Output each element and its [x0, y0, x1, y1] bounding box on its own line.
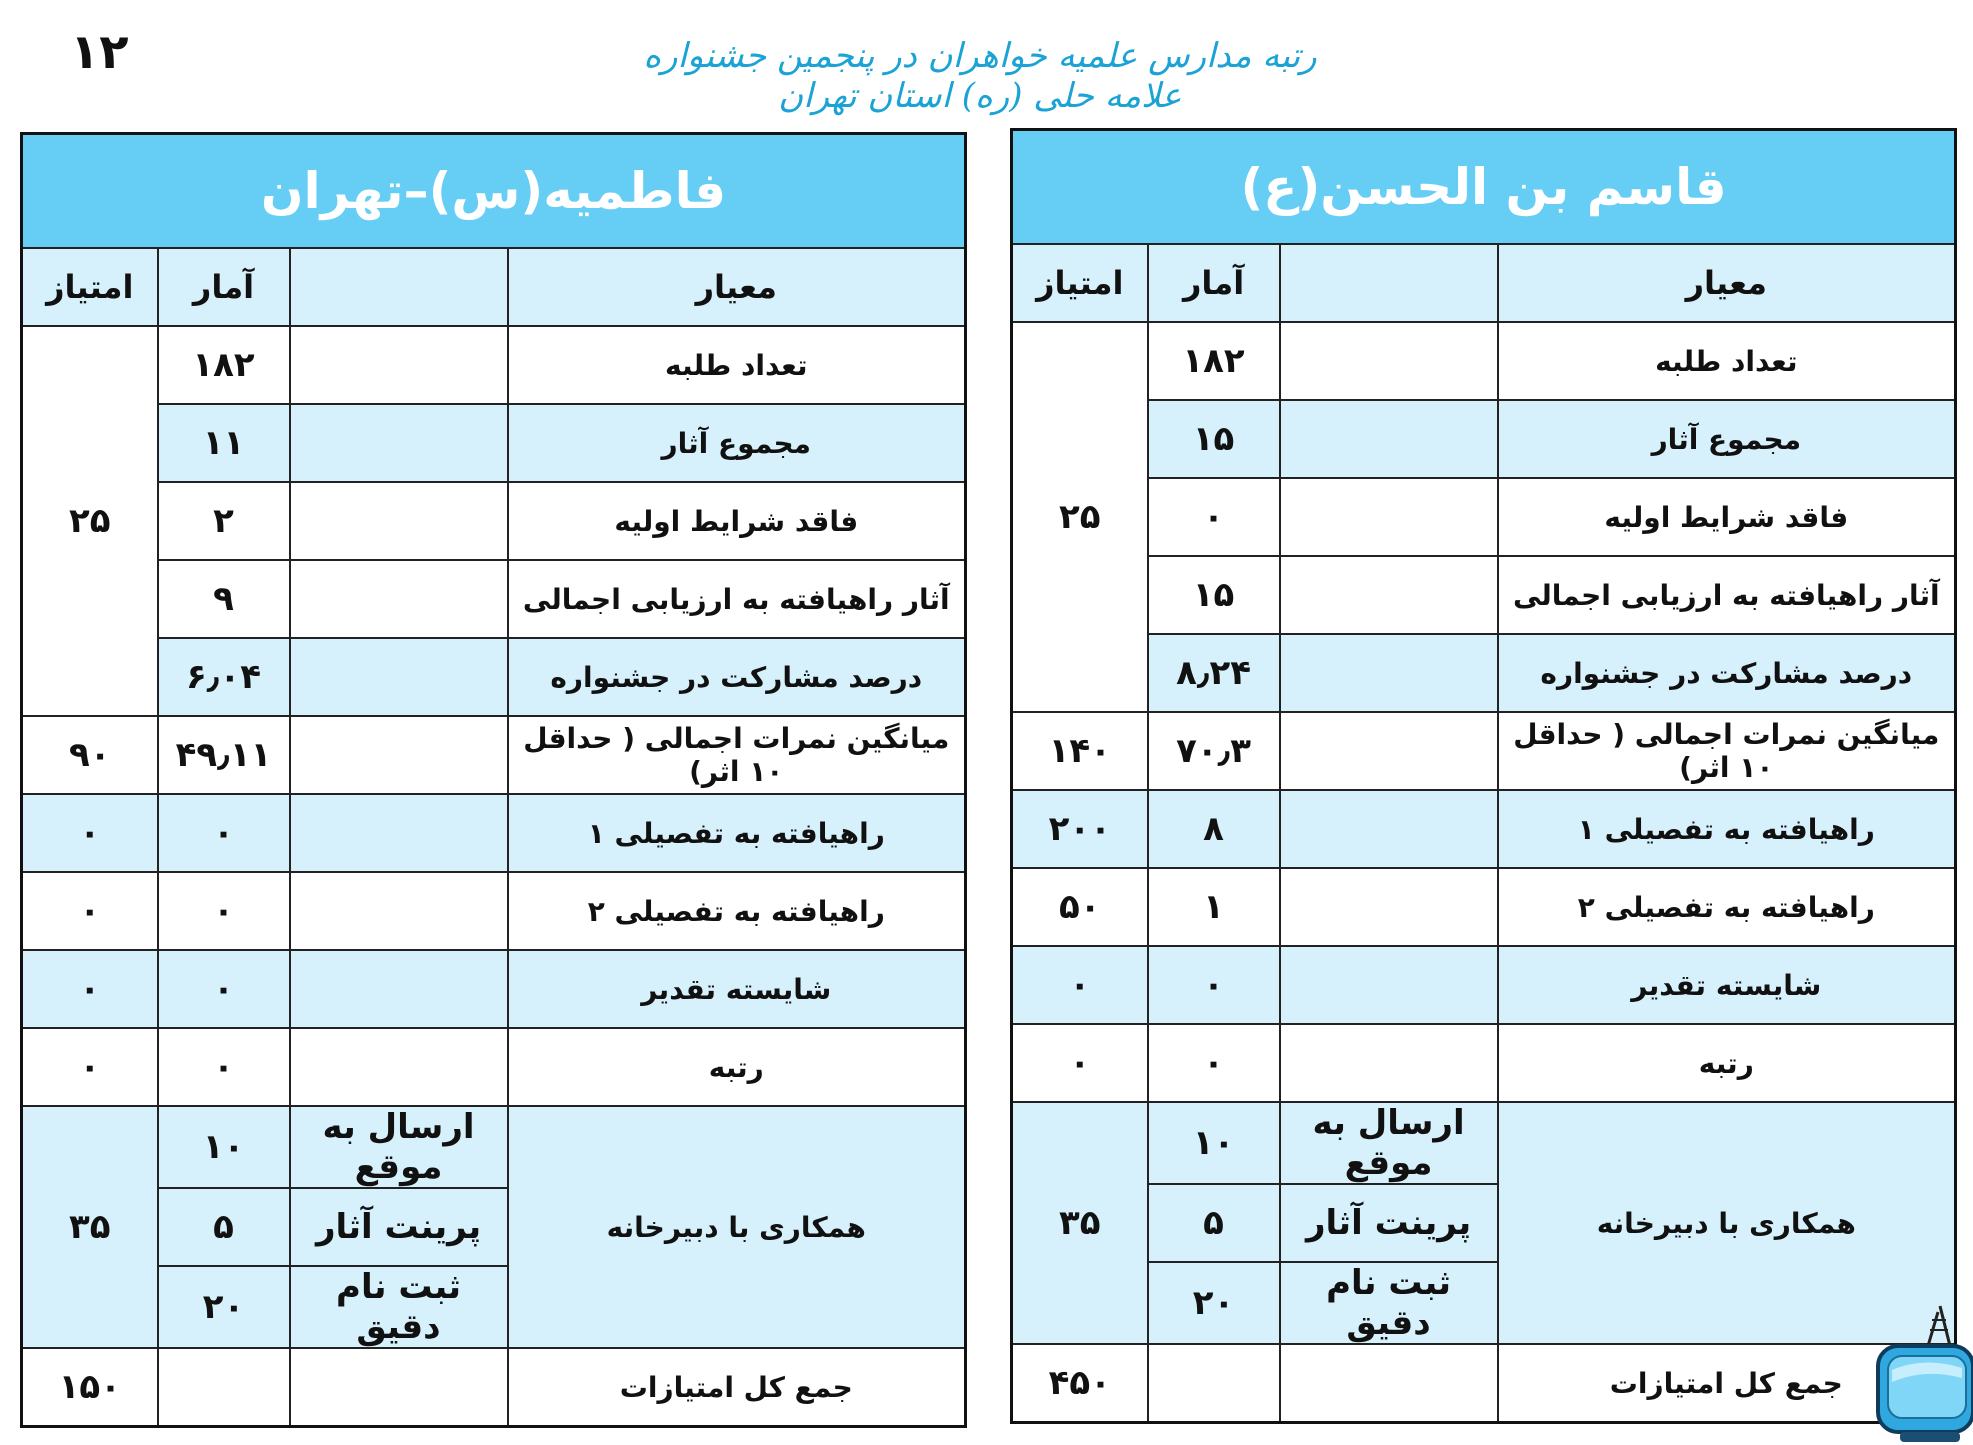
score-merit: ۰	[1012, 946, 1148, 1024]
criterion-cooperation: همکاری با دبیرخانه	[1498, 1102, 1956, 1344]
stat-detailed2: ۱	[1148, 868, 1280, 946]
sub-print-works: پرینت آثار	[290, 1188, 508, 1266]
stat-lacking: ۲	[158, 482, 290, 560]
stat-students: ۱۸۲	[158, 326, 290, 404]
page-number: ۱۲	[70, 24, 129, 80]
sub-exact-registration: ثبت نام دقیق	[1280, 1262, 1498, 1344]
score-detailed1: ۰	[22, 794, 158, 872]
stat-participation: ۶٫۰۴	[158, 638, 290, 716]
blank-cell	[1280, 478, 1498, 556]
blank-cell	[290, 560, 508, 638]
blank-cell	[290, 638, 508, 716]
criterion-total: جمع کل امتیازات	[508, 1348, 966, 1427]
stat-avg-general: ۷۰٫۳	[1148, 712, 1280, 790]
blank-cell	[1280, 556, 1498, 634]
school-name: فاطمیه(س)–تهران	[22, 134, 966, 249]
stat-merit: ۰	[158, 950, 290, 1028]
blank-cell	[1280, 322, 1498, 400]
score-merit: ۰	[22, 950, 158, 1028]
score-detailed2: ۰	[22, 872, 158, 950]
blank-cell	[1280, 712, 1498, 790]
score-cooperation: ۳۵	[22, 1106, 158, 1348]
stat-send-on-time: ۱۰	[1148, 1102, 1280, 1184]
criterion-lacking: فاقد شرایط اولیه	[1498, 478, 1956, 556]
score-group1: ۲۵	[22, 326, 158, 716]
blank-cell	[290, 1028, 508, 1106]
stat-total-works: ۱۱	[158, 404, 290, 482]
blank-cell	[290, 716, 508, 794]
blank-cell	[290, 1348, 508, 1427]
stat-rank: ۰	[158, 1028, 290, 1106]
stat-total-works: ۱۵	[1148, 400, 1280, 478]
score-header: امتیاز	[1012, 244, 1148, 322]
blank-cell	[1280, 1344, 1498, 1423]
score-detailed1: ۲۰۰	[1012, 790, 1148, 868]
score-cooperation: ۳۵	[1012, 1102, 1148, 1344]
blank-cell	[1280, 868, 1498, 946]
criterion-to-general: آثار راهیافته به ارزیابی اجمالی	[508, 560, 966, 638]
sub-send-on-time: ارسال به موقع	[1280, 1102, 1498, 1184]
criterion-detailed1: راهیافته به تفصیلی ۱	[508, 794, 966, 872]
stat-header: آمار	[158, 248, 290, 326]
blank-header	[1280, 244, 1498, 322]
sub-send-on-time: ارسال به موقع	[290, 1106, 508, 1188]
score-group1: ۲۵	[1012, 322, 1148, 712]
school-table-right	[1010, 128, 1957, 1424]
stat-exact-registration: ۲۰	[1148, 1262, 1280, 1344]
criterion-to-general: آثار راهیافته به ارزیابی اجمالی	[1498, 556, 1956, 634]
stat-avg-general: ۴۹٫۱۱	[158, 716, 290, 794]
blank-cell	[1280, 946, 1498, 1024]
criterion-total: جمع کل امتیازات	[1498, 1344, 1956, 1423]
criterion-total-works: مجموع آثار	[508, 404, 966, 482]
criterion-students: تعداد طلبه	[1498, 322, 1956, 400]
criterion-merit: شایسته تقدیر	[1498, 946, 1956, 1024]
score-detailed2: ۵۰	[1012, 868, 1148, 946]
stat-exact-registration: ۲۰	[158, 1266, 290, 1348]
blank-cell	[290, 950, 508, 1028]
criterion-detailed2: راهیافته به تفصیلی ۲	[508, 872, 966, 950]
blank-cell	[158, 1348, 290, 1427]
blank-cell	[290, 482, 508, 560]
blank-cell	[290, 404, 508, 482]
stat-to-general: ۱۵	[1148, 556, 1280, 634]
score-total: ۴۵۰	[1012, 1344, 1148, 1423]
criterion-detailed2: راهیافته به تفصیلی ۲	[1498, 868, 1956, 946]
score-rank: ۰	[1012, 1024, 1148, 1102]
score-total: ۱۵۰	[22, 1348, 158, 1427]
criterion-lacking: فاقد شرایط اولیه	[508, 482, 966, 560]
blank-cell	[1280, 634, 1498, 712]
criterion-students: تعداد طلبه	[508, 326, 966, 404]
blank-cell	[1280, 400, 1498, 478]
criterion-detailed1: راهیافته به تفصیلی ۱	[1498, 790, 1956, 868]
sub-exact-registration: ثبت نام دقیق	[290, 1266, 508, 1348]
blank-cell	[290, 326, 508, 404]
stat-print-works: ۵	[158, 1188, 290, 1266]
score-header: امتیاز	[22, 248, 158, 326]
criterion-participation: درصد مشارکت در جشنواره	[508, 638, 966, 716]
criterion-rank: رتبه	[508, 1028, 966, 1106]
sub-print-works: پرینت آثار	[1280, 1184, 1498, 1262]
stat-detailed1: ۰	[158, 794, 290, 872]
school-name: قاسم بن الحسن(ع)	[1012, 130, 1956, 245]
score-avg-general: ۹۰	[22, 716, 158, 794]
school-table-left	[20, 132, 967, 1428]
criterion-header: معیار	[1498, 244, 1956, 322]
stat-send-on-time: ۱۰	[158, 1106, 290, 1188]
stat-lacking: ۰	[1148, 478, 1280, 556]
blank-cell	[1148, 1344, 1280, 1423]
score-avg-general: ۱۴۰	[1012, 712, 1148, 790]
blank-cell	[1280, 790, 1498, 868]
criterion-participation: درصد مشارکت در جشنواره	[1498, 634, 1956, 712]
stat-print-works: ۵	[1148, 1184, 1280, 1262]
stat-to-general: ۹	[158, 560, 290, 638]
criterion-rank: رتبه	[1498, 1024, 1956, 1102]
stat-detailed1: ۸	[1148, 790, 1280, 868]
page-title: رتبه مدارس علمیه خواهران در پنجمین جشنواره علامه حلی (ره) استان تهران	[643, 36, 1317, 116]
stat-merit: ۰	[1148, 946, 1280, 1024]
criterion-total-works: مجموع آثار	[1498, 400, 1956, 478]
stat-detailed2: ۰	[158, 872, 290, 950]
stat-header: آمار	[1148, 244, 1280, 322]
stat-rank: ۰	[1148, 1024, 1280, 1102]
blank-cell	[290, 794, 508, 872]
blank-cell	[1280, 1024, 1498, 1102]
stat-participation: ۸٫۲۴	[1148, 634, 1280, 712]
criterion-cooperation: همکاری با دبیرخانه	[508, 1106, 966, 1348]
criterion-avg-general: میانگین نمرات اجمالی ( حداقل ۱۰ اثر)	[1498, 712, 1956, 790]
criterion-merit: شایسته تقدیر	[508, 950, 966, 1028]
criterion-avg-general: میانگین نمرات اجمالی ( حداقل ۱۰ اثر)	[508, 716, 966, 794]
stat-students: ۱۸۲	[1148, 322, 1280, 400]
score-rank: ۰	[22, 1028, 158, 1106]
blank-cell	[290, 872, 508, 950]
criterion-header: معیار	[508, 248, 966, 326]
blank-header	[290, 248, 508, 326]
tv-icon	[1870, 1298, 1973, 1445]
